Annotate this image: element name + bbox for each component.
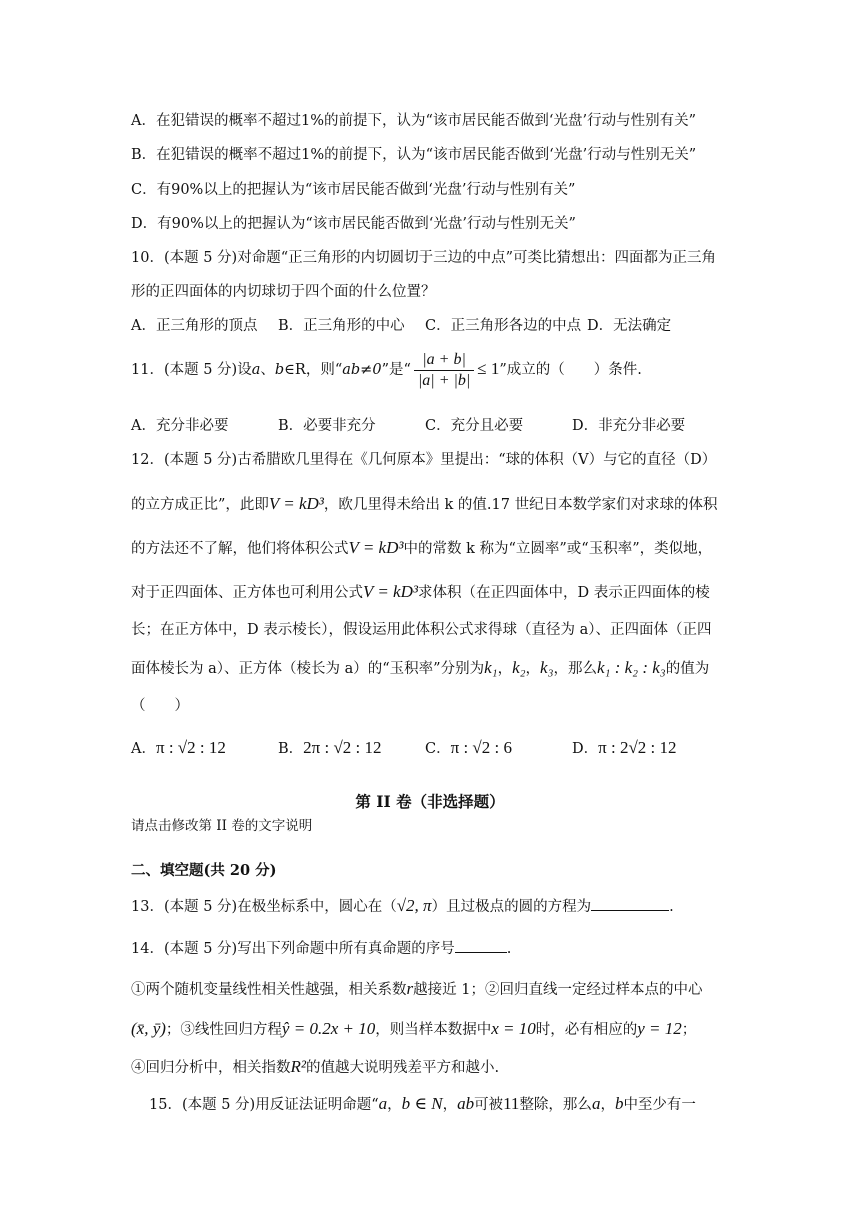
q12-line5: 长；在正方体中，D 表示棱长），假设运用此体积公式求得球（直径为 a）、正四面体（正四 [131,622,712,638]
q15-b2: b [614,1094,624,1113]
q11-in-r: ∈R，则“ [284,362,343,378]
q13-text [131,895,674,917]
q12-options [131,738,677,759]
q11-var-a: a [251,362,261,378]
q12-line3-a: 的方法还不了解，他们将体积公式 [131,541,349,557]
q15-prefix: 15．(本题 5 分)用反证法证明命题“ [149,1097,379,1113]
q9-option-b: B．在犯错误的概率不超过1%的前提下，认为“该市居民能否做到‘光盘’行动与性别无关” [131,147,697,163]
q12-comma-1: ， [497,661,513,677]
q14-line2-a: ①两个随机变量线性相关性越强，相关系数 [131,982,407,998]
q12-option-d [572,738,677,759]
q12-option-c-label: C． [425,741,451,757]
q14-R2: R² [290,1057,306,1076]
q14-x10: x = 10 [491,1019,536,1038]
q11-frac-den: |a| + |b| [417,371,471,389]
q12-paren: （ ） [131,698,189,714]
q11-option-d: D．非充分非必要 [572,418,686,434]
q11-var-b: b [274,362,285,378]
q12-line2 [131,494,718,515]
q9-option-a: A．在犯错误的概率不超过1%的前提下，认为“该市居民能否做到‘光盘’行动与性别有关” [131,113,697,129]
q12-line3 [131,538,712,559]
q12-option-a-value: π : √2 : 12 [155,738,226,757]
q14-line3 [131,1019,696,1040]
q12-option-a [131,738,278,759]
q15-mid: 可被 [474,1097,504,1113]
q15-a: a [378,1094,388,1113]
q12-formula-3: V = kD³ [363,582,418,601]
q12-option-a-label: A． [131,741,156,757]
q12-line6 [131,658,709,679]
q12-line2-a: 的立方成正比”，此即 [131,497,269,513]
q9-option-d: D．有90%以上的把握认为“该市居民能否做到‘光盘’行动与性别无关” [131,216,576,232]
q12-option-c [425,738,572,759]
q10-text-line2: 形的正四面体的内切球切于四个面的什么位置？ [131,284,436,300]
q11-prefix: 11．(本题 5 分)设 [131,362,252,378]
q12-formula-2: V = kD³ [348,538,404,557]
q12-line3-b: 中的常数 k 称为“立圆率”或“玉积率”，类似地， [403,541,713,557]
q11-text [131,348,642,391]
q14-eq: ŷ = 0.2x + 10 [281,1019,376,1038]
q14-line3-d: ； [681,1022,697,1038]
q11-sep: 、 [260,362,275,378]
q12-option-c-value: π : √2 : 6 [450,738,512,757]
q15-a2: a [591,1094,601,1113]
q14-line2-b: 越接近 1；②回归直线一定经过样本点的中心 [413,982,703,998]
q15-b-in-n: b ∈ N [401,1094,443,1113]
q15-comma-1: ， [387,1097,402,1113]
q10-option-b: B．正三角形的中心 [278,318,405,334]
q15-end: 中至少有一 [623,1097,696,1113]
q14-line2 [131,979,702,1000]
q14-y12: y = 12 [637,1019,682,1038]
q14-r: r [406,979,414,998]
q14-line1 [131,937,511,959]
q15-eleven: 11 [503,1094,520,1113]
q14-line3-c: 时，必有相应的 [535,1022,638,1038]
q15-comma-2: ， [442,1097,458,1113]
q14-line4-b: 的值越大说明残差平方和越小. [305,1060,500,1076]
q9-option-c: C．有90%以上的把握认为“该市居民能否做到‘光盘’行动与性别有关” [131,182,576,198]
q14-line4 [131,1057,499,1078]
q12-line6-b: ，那么 [553,661,597,677]
q12-k2: k₂ [512,658,526,677]
q14-center: (x̄, ȳ) [131,1019,166,1038]
q12-k3: k₃ [540,658,554,677]
q12-option-b-value: 2π : √2 : 12 [303,738,382,757]
q10-options [131,316,671,336]
q12-option-d-value: π : 2√2 : 12 [598,738,677,757]
q15-comma-3: ， [600,1097,615,1113]
q12-option-b [278,738,425,759]
q12-line1: 12．(本题 5 分)古希腊欧几里得在《几何原本》里提出：“球的体积（V）与它的直径（D） [131,452,717,468]
q10-option-a: A．正三角形的顶点 [131,318,258,334]
q14-line3-b: ，则当样本数据中 [375,1022,492,1038]
q10-text-line1: 10．(本题 5 分)对命题“正三角形的内切圆切于三边的中点”可类比猜想出：四面都为正三角 [131,250,717,266]
q15-mid2: 整除，那么 [519,1097,592,1113]
q11-options [131,416,685,436]
q11-option-b: B．必要非充分 [278,418,376,434]
q11-suffix: ”成立的（ ）条件. [499,362,642,378]
q12-line2-b: ，欧几里得未给出 k 的值.17 世纪日本数学家们对求球的体积 [323,497,718,513]
q12-ratio: k₁ : k₂ : k₃ [597,658,666,677]
q13-suffix: ）且过极点的圆的方程为 [431,899,592,915]
section-note: 请点击修改第 II 卷的文字说明 [131,818,313,834]
q14-line1-end: . [506,941,512,957]
q13-end: . [669,899,674,915]
q13-answer-blank[interactable] [591,895,669,911]
section-title: 第 II 卷（非选择题） [355,792,505,811]
q11-le-one: ≤ 1 [477,359,500,378]
q15-ab: ab [457,1094,475,1113]
q14-line3-a: ；③线性回归方程 [165,1022,282,1038]
q11-option-c: C．充分且必要 [425,418,524,434]
q11-frac-num: |a + b| [414,350,474,371]
q14-answer-blank[interactable] [455,937,507,953]
q11-cond: ab≠0 [342,362,382,378]
q12-line4-b: 求体积（在正四面体中，D 表示正四面体的棱 [417,585,710,601]
fill-in-heading: 二、填空题(共 20 分) [131,862,277,879]
q15-text [149,1094,696,1115]
q13-point: √2, π [396,896,432,915]
q13-prefix: 13．(本题 5 分)在极坐标系中，圆心在（ [131,899,397,915]
q12-option-d-label: D． [572,741,599,757]
q12-line4-a: 对于正四面体、正方体也可利用公式 [131,585,363,601]
q12-k1: k₁ [484,658,498,677]
q10-option-c: C．正三角形各边的中点 [425,318,582,334]
q11-fraction [414,350,474,391]
q10-option-d: D．无法确定 [587,318,672,334]
q12-line6-c: 的值为 [665,661,710,677]
q14-line1-a: 14．(本题 5 分)写出下列命题中所有真命题的序号 [131,941,455,957]
q12-line6-a: 面体棱长为 a）、正方体（棱长为 a）的“玉积率”分别为 [131,661,485,677]
q11-option-a: A．充分非必要 [131,418,229,434]
q11-mid: ”是“ [381,362,411,378]
q12-line4 [131,582,710,603]
q14-line4-a: ④回归分析中，相关指数 [131,1060,291,1076]
q12-formula-1: V = kD³ [268,494,324,513]
q12-option-b-label: B． [278,741,304,757]
q12-comma-2: ， [525,661,541,677]
